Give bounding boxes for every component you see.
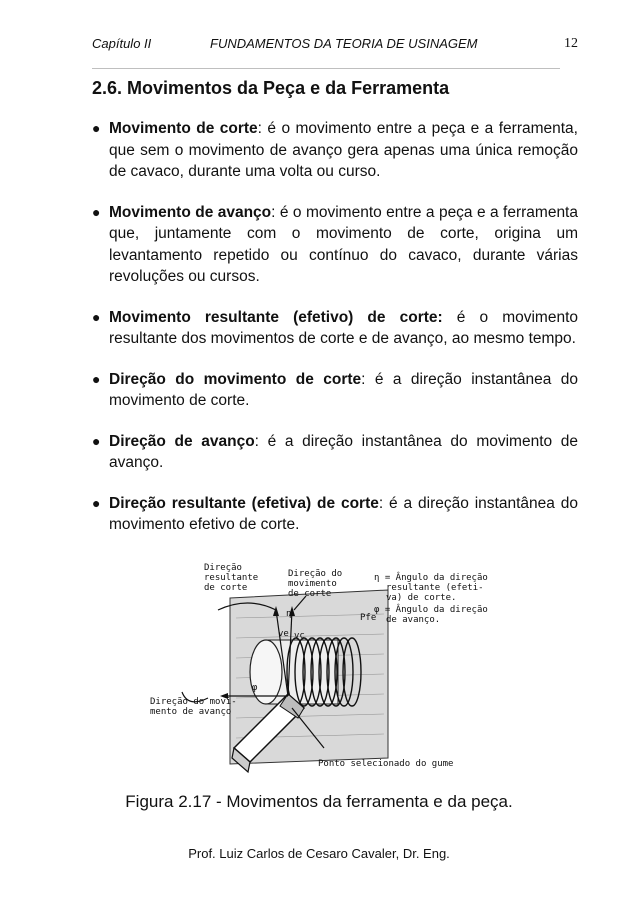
bullet-icon: ●: [92, 308, 101, 325]
legend-line: de avanço.: [386, 615, 441, 625]
legend-line: η = Ângulo da direção: [374, 573, 488, 583]
item-text: : é a direção instantânea do movimento de avanço.: [109, 432, 579, 471]
list-item: [92, 369, 578, 412]
pfe-label: Pfe: [360, 613, 377, 623]
page-number: 12: [564, 36, 578, 51]
ve-label: ve: [278, 629, 289, 639]
machining-figure: [148, 558, 488, 784]
chapter-label: Capítulo II: [92, 36, 152, 51]
book-title: FUNDAMENTOS DA TEORIA DE USINAGEM: [210, 36, 478, 51]
legend-line: va) de corte.: [386, 593, 457, 603]
page-footer: Prof. Luiz Carlos de Cesaro Cavaler, Dr. Eng.: [188, 846, 450, 861]
vc-label: vc: [294, 631, 305, 641]
item-text: : é o movimento entre a peça e a ferramenta, que sem o movimento de avanço gera apenas uma única remoção de cavaco, durante uma volta ou curso.: [109, 120, 578, 180]
selected-point-label: Ponto selecionado do gume: [318, 759, 454, 769]
item-term: Direção do movimento de corte: [109, 370, 362, 388]
cut-direction-label: movimento: [288, 579, 337, 589]
page-header: [92, 36, 580, 56]
header-divider: [92, 68, 560, 69]
phi-symbol: φ: [252, 683, 258, 693]
resultant-direction-label: resultante: [204, 573, 259, 583]
list-item: [92, 202, 578, 288]
item-text: : é a direção instantânea do movimento de corte.: [109, 370, 578, 409]
definition-list: [92, 118, 578, 555]
legend-line: φ = Ângulo da direção: [374, 605, 488, 615]
workpiece-face: [250, 640, 282, 704]
list-item: [92, 431, 578, 474]
legend-line: resultante (efeti-: [386, 583, 484, 593]
cut-direction-label: Direção do: [288, 569, 343, 579]
bullet-icon: ●: [92, 120, 101, 136]
item-term: Movimento de corte: [109, 120, 258, 137]
bullet-icon: ●: [92, 203, 101, 220]
list-item: [92, 118, 578, 183]
list-item: [92, 493, 578, 536]
item-text: : é a direção instantânea do movimento efetivo de corte.: [109, 494, 578, 533]
item-text: é o movimento resultante dos movimentos de corte e de avanço, ao mesmo tempo.: [109, 308, 579, 347]
item-term: Direção de avanço: [109, 432, 255, 450]
resultant-direction-label: Direção: [204, 563, 242, 573]
cut-direction-label: de corte: [288, 589, 332, 599]
item-term: Movimento de avanço: [109, 203, 272, 221]
item-text: : é o movimento entre a peça e a ferramenta que, juntamente com o movimento de corte, origina um levantamento repetido ou contínuo do cavaco, durante várias revoluções ou cursos.: [109, 203, 578, 285]
feed-direction-label: Direção do movi-: [150, 697, 237, 707]
figure-caption: Figura 2.17 - Movimentos da ferramenta e da peça.: [125, 792, 513, 811]
item-term: Movimento resultante (efetivo) de corte:: [109, 308, 443, 326]
section-title: 2.6. Movimentos da Peça e da Ferramenta: [92, 78, 450, 98]
bullet-icon: ●: [92, 370, 101, 387]
list-item: [92, 307, 578, 350]
item-term: Direção resultante (efetiva) de corte: [109, 494, 379, 512]
bullet-icon: ●: [92, 494, 101, 511]
bullet-icon: ●: [92, 432, 101, 449]
feed-direction-label: mento de avanço: [150, 707, 232, 717]
eta-symbol: η: [286, 609, 292, 619]
resultant-direction-label: de corte: [204, 583, 248, 593]
